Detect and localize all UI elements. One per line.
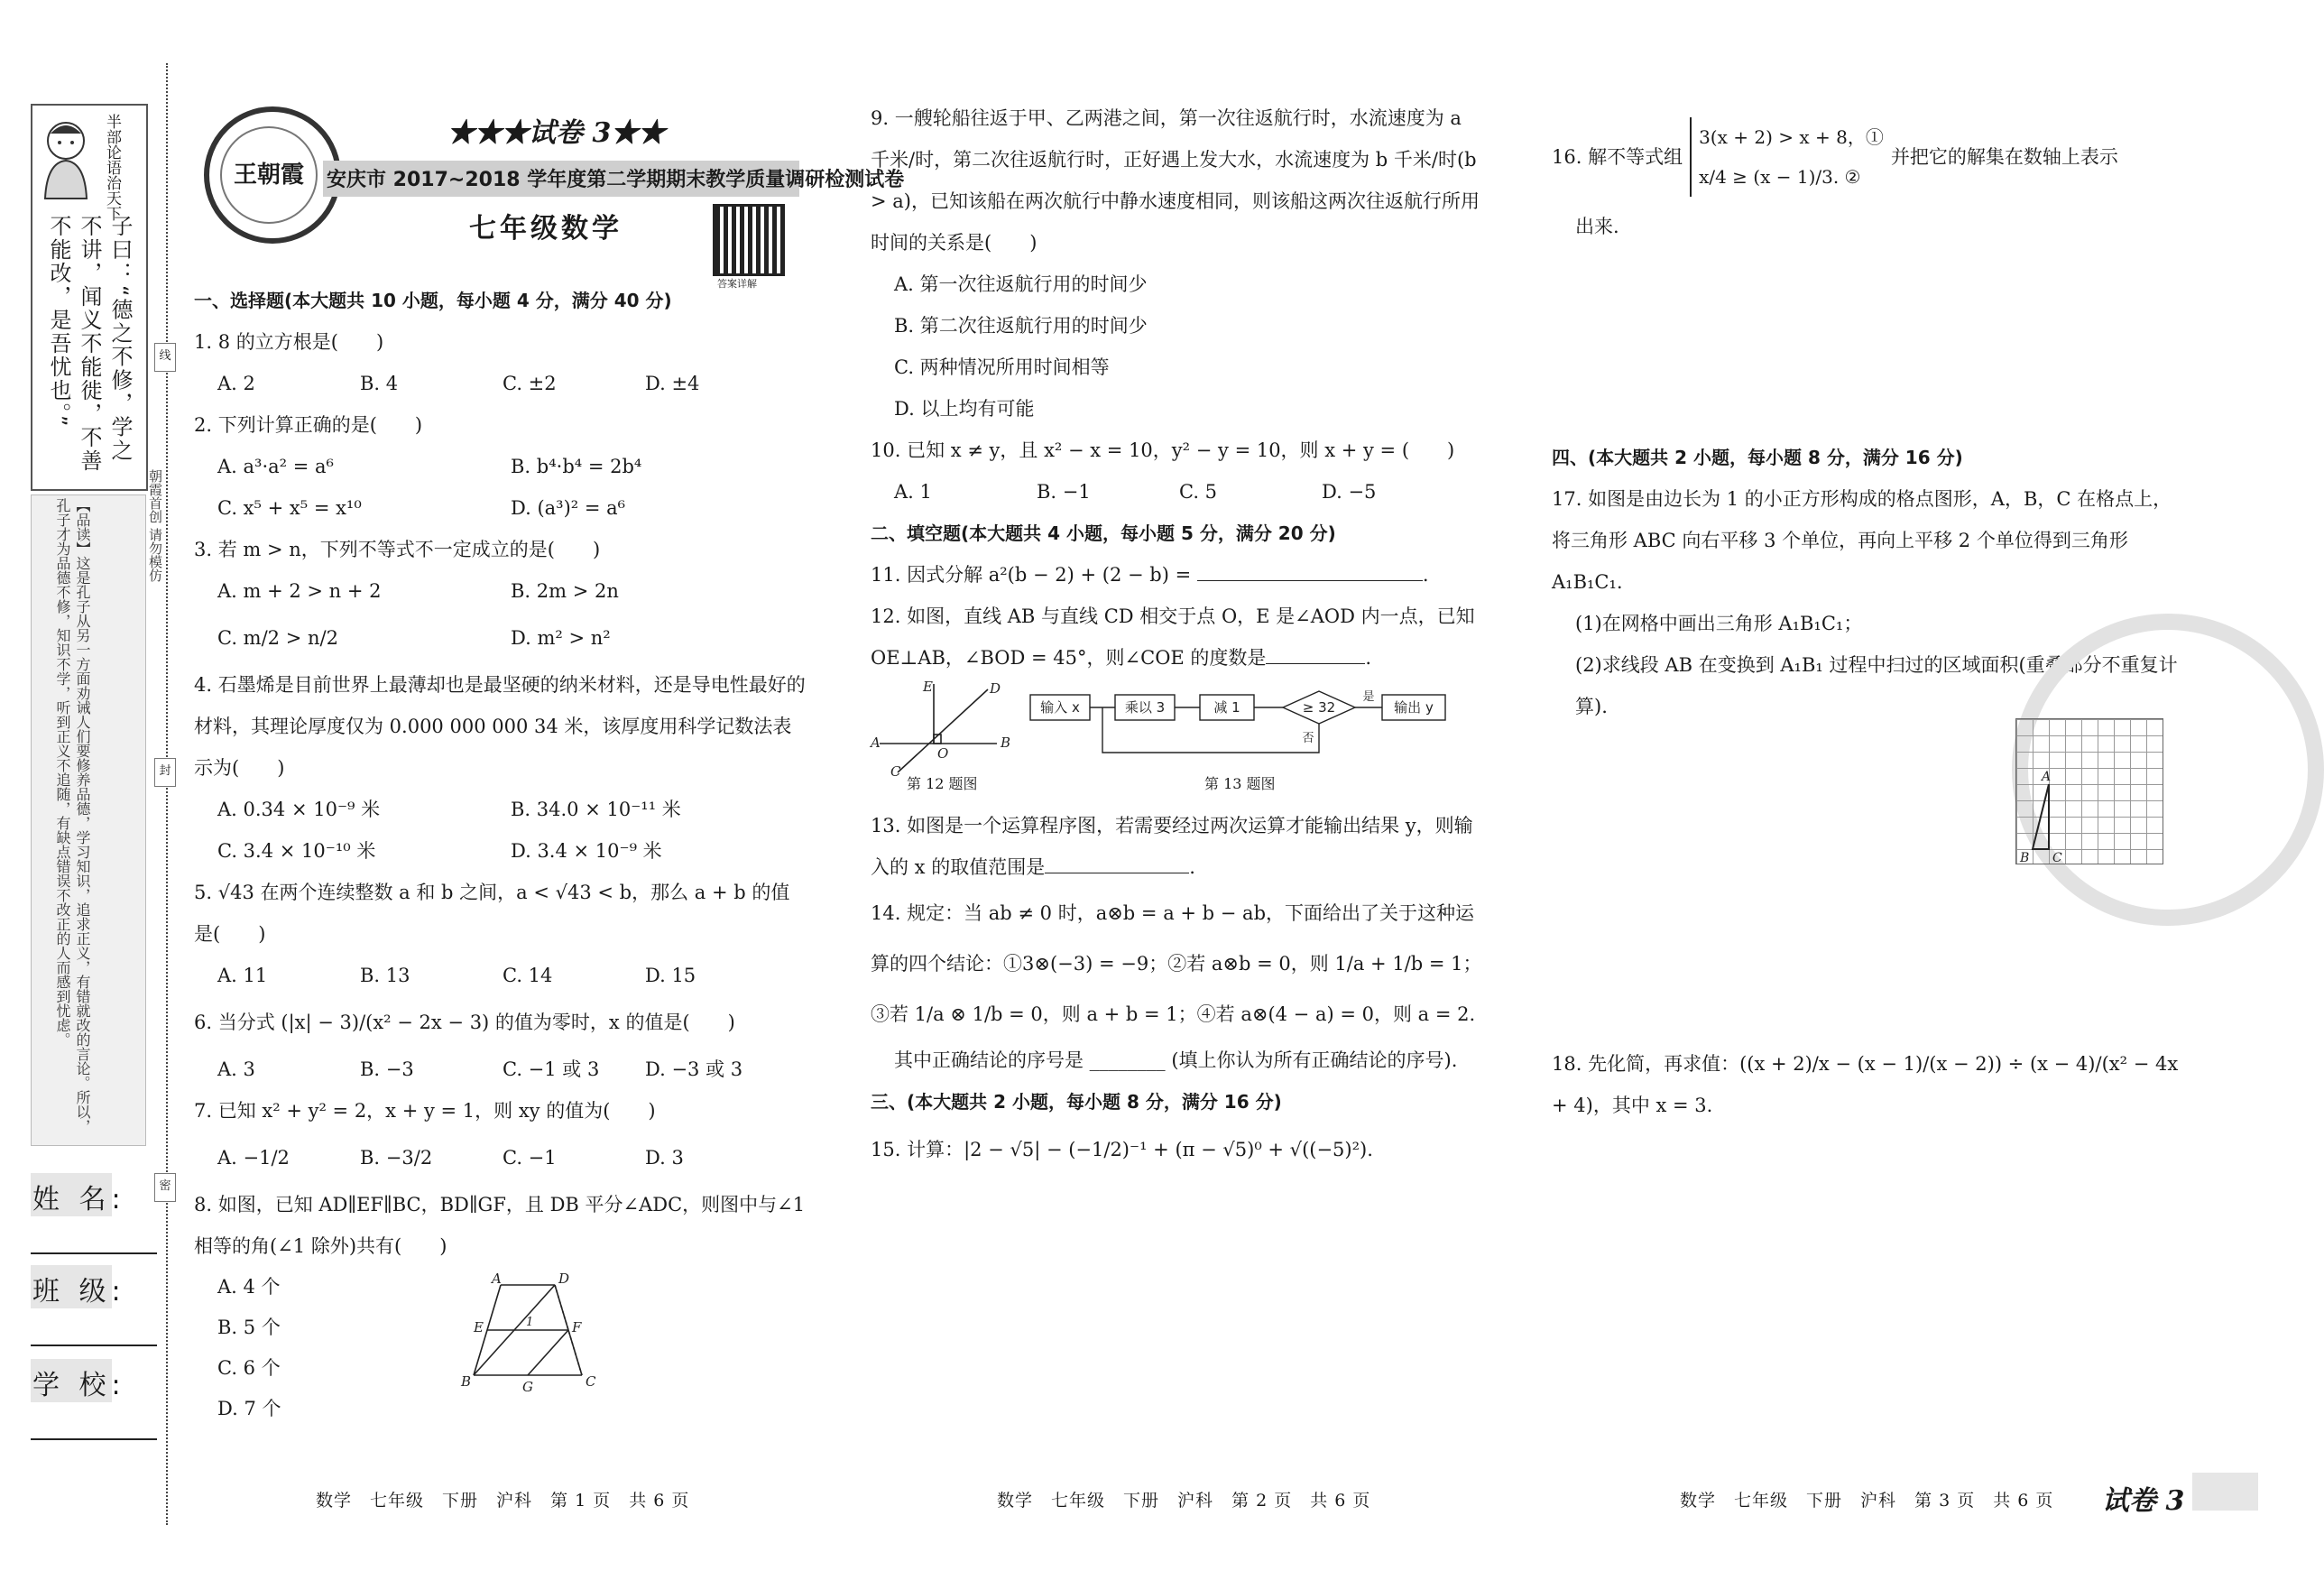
option[interactable]: A. 3: [217, 1058, 255, 1080]
option[interactable]: C. 3.4 × 10⁻¹⁰ 米: [217, 840, 376, 862]
school-label: 学 校:: [32, 1370, 126, 1401]
section-heading-2: 二、填空题(本大题共 4 小题，每小题 5 分，满分 20 分): [871, 522, 1336, 544]
fig-label: A: [492, 1271, 502, 1287]
confucius-quote: 子曰：“德之不修，学之不讲，闻义不能徙，不善不能改，是吾忧也。”: [46, 215, 133, 473]
footer-total: 共 6 页: [1993, 1491, 2054, 1511]
footer-page: 第 1 页: [550, 1491, 612, 1511]
fig12: [871, 679, 1015, 778]
question-17: 17. 如图是由边长为 1 的小正方形构成的格点图形，A，B，C 在格点上，将三角形 ABC 向右平移 3 个单位，再向上平移 2 个单位得到三角形 A₁B₁C₁.: [1552, 488, 2172, 593]
column-1: [194, 280, 807, 1438]
question-13-text: 13. 如图是一个运算程序图，若需要经过两次运算才能输出结果 y，则输入的 x 的取值范围是: [871, 815, 1473, 878]
question-5: 5. √43 在两个连续整数 a 和 b 之间，a < √43 < b，那么 a + b 的值是( ): [194, 882, 790, 945]
option[interactable]: A. 4 个: [217, 1276, 281, 1298]
footer-total: 共 6 页: [1310, 1491, 1371, 1511]
option[interactable]: B. 2m > 2n: [511, 580, 619, 602]
question-11: 11. 因式分解 a²(b − 2) + (2 − b) = .: [871, 564, 1429, 586]
option[interactable]: C. 14: [503, 965, 553, 986]
q6-options: [194, 1049, 807, 1090]
q8-options: [194, 1267, 281, 1429]
q8-figure: [461, 1271, 627, 1402]
flow-step: ≥ 32: [1302, 699, 1336, 716]
option[interactable]: D. 以上均有可能: [894, 398, 1035, 420]
brand-logo-text: 王朝霞: [220, 126, 318, 224]
fig-label: B: [461, 1373, 472, 1390]
school-field[interactable]: [31, 1438, 157, 1440]
q3-options: [194, 570, 807, 612]
option[interactable]: D. (a³)² = a⁶: [511, 497, 626, 519]
question-12-text: 12. 如图，直线 AB 与直线 CD 相交于点 O，E 是∠AOD 内一点，已知 OE⊥AB，∠BOD = 45°，则∠COE 的度数是: [871, 605, 1475, 669]
option[interactable]: A. 1: [894, 481, 932, 503]
question-15: 15. 计算：|2 − √5| − (−1/2)⁻¹ + (π − √5)⁰ + √((−5)²).: [871, 1139, 1373, 1160]
fig-label: F: [572, 1319, 582, 1335]
option[interactable]: B. b⁴·b⁴ = 2b⁴: [511, 456, 642, 477]
option[interactable]: C. m/2 > n/2: [217, 627, 338, 649]
fig-label: D: [990, 680, 1001, 697]
paper-number: ★★★试卷 3★★: [447, 117, 666, 149]
fig12-caption: 第 12 题图: [907, 775, 978, 792]
question-2: 2. 下列计算正确的是( ): [194, 414, 423, 436]
q1-options: [194, 363, 807, 404]
footer-grade: 七年级: [1734, 1491, 1789, 1511]
q4-options: [194, 789, 807, 830]
question-10: 10. 已知 x ≠ y，且 x² − x = 10，y² − y = 10，则 x + y = ( ): [871, 439, 1455, 461]
q5-options: [194, 955, 807, 996]
page-footer-2: [997, 1487, 1388, 1511]
fig-label: C: [890, 763, 901, 780]
q2-options: [194, 446, 807, 487]
footer-grade: 七年级: [370, 1491, 425, 1511]
fig-label: O: [937, 745, 949, 762]
footer-edition: 沪科: [1860, 1491, 1897, 1511]
qr-code-icon[interactable]: [713, 204, 785, 276]
option[interactable]: D. m² > n²: [511, 627, 611, 649]
inequality-system: [1690, 117, 1884, 197]
class-label: 班 级:: [32, 1276, 126, 1308]
footer-term: 下册: [1806, 1491, 1843, 1511]
subject-title: 七年级数学: [469, 213, 622, 245]
footer-grade: 七年级: [1051, 1491, 1106, 1511]
question-1: 1. 8 的立方根是( ): [194, 331, 384, 353]
option[interactable]: A. 11: [217, 965, 268, 986]
section-heading-1: 一、选择题(本大题共 10 小题，每小题 4 分，满分 40 分): [194, 290, 672, 311]
footer-edition: 沪科: [1177, 1491, 1214, 1511]
question-6: 6. 当分式 (|x| − 3)/(x² − 2x − 3) 的值为零时，x 的值是( ): [194, 1012, 735, 1033]
question-4: 4. 石墨烯是目前世界上最薄却也是最坚硬的纳米材料，还是导电性最好的材料，其理论厚度仅为 0.000 000 000 34 米，该厚度用科学记数法表示为( ): [194, 674, 806, 779]
seal-mark-line: 线: [154, 343, 176, 372]
fig-label: A: [871, 735, 881, 751]
answer-blank[interactable]: [1197, 580, 1423, 581]
fig-label: D: [558, 1271, 570, 1287]
question-11-text: 11. 因式分解 a²(b − 2) + (2 − b) =: [871, 564, 1197, 586]
footer-term: 下册: [1123, 1491, 1160, 1511]
flow-step: 乘以 3: [1124, 699, 1166, 716]
answer-blank[interactable]: [1266, 663, 1365, 664]
fig-label: C: [586, 1373, 596, 1390]
flow-no: 否: [1302, 732, 1314, 745]
footer-term: 下册: [442, 1491, 479, 1511]
option[interactable]: B. 5 个: [217, 1317, 281, 1338]
figures-12-13: [871, 679, 1484, 805]
exam-title: 安庆市 2017~2018 学年度第二学期期末教学质量调研检测试卷: [327, 169, 905, 191]
flow-step: 输入 x: [1040, 699, 1080, 716]
reading-commentary: 【品读】这是孔子从另一方面劝诫人们要修养品德，学习知识，追求正义，有错就改的言论。所以，孔子才为品德不修，知识不学，听到正义不追随，有缺点错误不改正的人而感到忧虑。: [54, 498, 91, 1133]
option[interactable]: A. 第一次往返航行用的时间少: [894, 273, 1148, 295]
fig-label: E: [923, 679, 933, 695]
footer-edition: 沪科: [496, 1491, 533, 1511]
footer-subject: 数学: [997, 1491, 1034, 1511]
q9-options: [871, 263, 1484, 430]
question-17-part-1: (1)在网格中画出三角形 A₁B₁C₁；: [1575, 613, 1863, 634]
question-18: 18. 先化简，再求值：((x + 2)/x − (x − 1)/(x − 2)) ÷ (x − 4)/(x² − 4x + 4)，其中 x = 3.: [1552, 1053, 2179, 1116]
option[interactable]: B. 34.0 × 10⁻¹¹ 米: [511, 799, 681, 820]
grid-label: A: [2042, 770, 2052, 784]
footer-subject: 数学: [316, 1491, 353, 1511]
inequality-2: x/4 ≥ (x − 1)/3. ②: [1699, 166, 1861, 188]
q2-options: [194, 487, 807, 529]
question-13: 13. 如图是一个运算程序图，若需要经过两次运算才能输出结果 y，则输入的 x 的取值范围是 .: [871, 815, 1473, 878]
paper-tag: 试卷 3: [2102, 1485, 2185, 1517]
name-field[interactable]: [31, 1252, 157, 1254]
section-heading-3: 三、(本大题共 2 小题，每小题 8 分，满分 16 分): [871, 1091, 1282, 1113]
section-heading-4: 四、(本大题共 2 小题，每小题 8 分，满分 16 分): [1552, 447, 1963, 468]
option[interactable]: B. −3/2: [360, 1147, 433, 1169]
cut-line: [166, 63, 168, 1525]
seal-mark-seal: 封: [154, 758, 176, 787]
motto: 半部论语治天下: [103, 114, 121, 221]
page-footer-1: [316, 1487, 707, 1511]
footer-page: 第 3 页: [1914, 1491, 1976, 1511]
column-3: [1552, 117, 2183, 1126]
fig13-caption: 第 13 题图: [1204, 775, 1276, 792]
question-16: [1552, 117, 2183, 197]
scholar-illustration: [38, 117, 94, 200]
option[interactable]: B. 13: [360, 965, 410, 986]
option[interactable]: D. 3.4 × 10⁻⁹ 米: [511, 840, 662, 862]
option[interactable]: B. 第二次往返航行用的时间少: [894, 315, 1148, 337]
question-12: 12. 如图，直线 AB 与直线 CD 相交于点 O，E 是∠AOD 内一点，已知 OE⊥AB，∠BOD = 45°，则∠COE 的度数是 .: [871, 605, 1475, 669]
option[interactable]: D. 15: [645, 965, 696, 986]
option[interactable]: D. −3 或 3: [645, 1058, 743, 1080]
q16-lead: 16. 解不等式组: [1552, 146, 1683, 168]
option[interactable]: D. ±4: [645, 373, 700, 394]
q17-grid-figure: [2015, 718, 2163, 864]
q7-options: [194, 1132, 807, 1184]
page-footer-3: [1680, 1487, 2071, 1511]
footer-total: 共 6 页: [629, 1491, 690, 1511]
fig-label: 1: [526, 1316, 534, 1329]
grid-label: B: [2020, 851, 2030, 865]
q10-options: [871, 471, 1484, 513]
column-2: [871, 97, 1484, 1177]
option[interactable]: A. 2: [217, 373, 255, 394]
option[interactable]: C. −1 或 3: [503, 1058, 600, 1080]
option[interactable]: B. −1: [1037, 481, 1091, 503]
option[interactable]: C. −1: [503, 1147, 557, 1169]
question-9: 9. 一艘轮船往返于甲、乙两港之间，第一次往返航行时，水流速度为 a 千米/时，第二次往返航行时，正好遇上发大水，水流速度为 b 千米/时(b > a)，已知该船在两次航行中静水速度相同，则该船这两次往返航行所用时间的关系是( ): [871, 107, 1480, 254]
seal-mark-secret: 密: [154, 1173, 176, 1202]
fig-label: G: [522, 1379, 533, 1395]
option[interactable]: C. 6 个: [217, 1357, 281, 1379]
option[interactable]: C. x⁵ + x⁵ = x¹⁰: [217, 497, 362, 519]
flow-step: 输出 y: [1394, 699, 1434, 716]
name-label: 姓 名:: [32, 1184, 126, 1215]
footer-subject: 数学: [1680, 1491, 1717, 1511]
class-field[interactable]: [31, 1345, 157, 1346]
option[interactable]: B. −3: [360, 1058, 414, 1080]
option[interactable]: A. 0.34 × 10⁻⁹ 米: [217, 799, 381, 820]
fig-label: E: [474, 1319, 484, 1335]
question-8: 8. 如图，已知 AD∥EF∥BC，BD∥GF，且 DB 平分∠ADC，则图中与∠1 相等的角(∠1 除外)共有( ): [194, 1194, 806, 1257]
answer-space-16: [1552, 247, 2183, 437]
binding-strip: [0, 0, 180, 1571]
q16-tail: 并把它的解集在数轴上表示: [1890, 146, 2118, 168]
option[interactable]: C. 两种情况所用时间相等: [894, 356, 1110, 378]
fig13-flowchart: [1028, 689, 1480, 771]
paper-tag-bar: [2192, 1473, 2258, 1511]
option[interactable]: B. 4: [360, 373, 399, 394]
option[interactable]: D. 7 个: [217, 1398, 281, 1419]
option[interactable]: D. 3: [645, 1147, 684, 1169]
footer-page: 第 2 页: [1231, 1491, 1293, 1511]
flow-step: 减 1: [1213, 699, 1240, 716]
option[interactable]: A. a³·a² = a⁶: [217, 456, 334, 477]
q3-options: [194, 612, 807, 664]
fig-label: B: [1001, 735, 1011, 751]
side-note: 朝霞首创 请勿模仿: [147, 469, 163, 582]
option[interactable]: A. −1/2: [217, 1147, 290, 1169]
option[interactable]: D. −5: [1322, 481, 1377, 503]
inequality-1: 3(x + 2) > x + 8，①: [1699, 126, 1884, 148]
flow-yes: 是: [1362, 690, 1375, 704]
q4-options: [194, 830, 807, 872]
option[interactable]: C. 5: [1179, 481, 1218, 503]
option[interactable]: A. m + 2 > n + 2: [217, 580, 382, 602]
question-14: 14. 规定：当 ab ≠ 0 时，a⊗b = a + b − ab，下面给出了关于这种运算的四个结论：①3⊗(−3) = −9；②若 a⊗b = 0，则 1/a + 1/b = 1；③若 1/a ⊗ 1/b = 0，则 a + b = 1；④若 a⊗(4 − a) = 0，则 a = 2.: [871, 902, 1482, 1025]
question-7: 7. 已知 x² + y² = 2，x + y = 1，则 xy 的值为( ): [194, 1100, 656, 1122]
qr-caption: 答案详解: [717, 278, 757, 290]
q16-tail-2: 出来.: [1575, 216, 1619, 237]
question-3: 3. 若 m > n，下列不等式不一定成立的是( ): [194, 539, 601, 560]
grid-label: C: [2052, 851, 2062, 865]
question-17-part-2: (2)求线段 AB 在变换到 A₁B₁ 过程中扫过的区域面积(重叠部分不重复计算).: [1575, 654, 2178, 717]
option[interactable]: C. ±2: [503, 373, 557, 394]
q8-block: [194, 1267, 807, 1438]
question-14-tail: 其中正确结论的序号是 ________ (填上你认为所有正确结论的序号).: [894, 1049, 1458, 1071]
